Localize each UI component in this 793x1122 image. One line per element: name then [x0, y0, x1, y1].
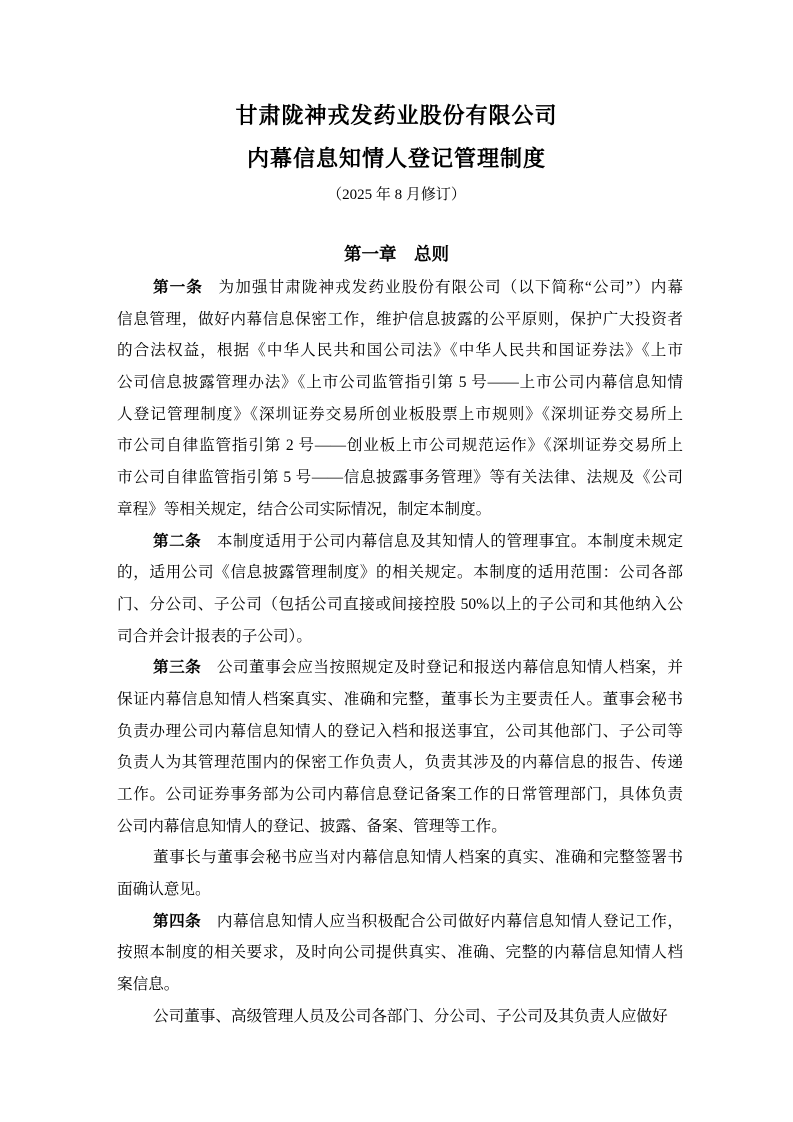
paragraph-6 — [117, 1001, 683, 1033]
text-line: 按照本制度的相关要求，及时向公司提供真实、准确、完整的内幕信息知情人档 — [117, 944, 683, 962]
text-line: 的合法权益，根据《中华人民共和国公司法》《中华人民共和国证券法》《上市 — [117, 342, 683, 360]
text-line: 司合并会计报表的子公司）。 — [117, 627, 312, 645]
revision-note: （2025 年 8 月修订） — [327, 187, 466, 203]
text-line: 负责人为其管理范围内的保密工作负责人，负责其涉及的内幕信息的报告、传递 — [117, 754, 683, 772]
document-title-company: 甘肃陇神戎发药业股份有限公司 — [235, 103, 558, 128]
paragraph-4 — [117, 842, 683, 905]
text-line: 工作。公司证券事务部为公司内幕信息登记备案工作的日常管理部门，具体负责 — [117, 786, 683, 803]
paragraph-1 — [117, 272, 683, 526]
article-number: 第三条 — [153, 659, 202, 677]
article-number: 第一条 — [153, 279, 203, 296]
article-number: 第四条 — [153, 912, 202, 930]
paragraph-5 — [117, 906, 683, 1001]
text-line: 第二条 本制度适用于公司内幕信息及其知情人的管理事宜。本制度未规定 — [153, 532, 683, 550]
text-line: 董事长与董事会秘书应当对内幕信息知情人档案的真实、准确和完整签署书 — [153, 849, 683, 867]
text-line: 市公司自律监管指引第 2 号——创业板上市公司规范运作》《深圳证券交易所上 — [117, 437, 683, 455]
text-line: 的，适用公司《信息披露管理制度》的相关规定。本制度的适用范围：公司各部 — [117, 564, 683, 582]
text-line: 人登记管理制度》《深圳证券交易所创业板股票上市规则》《深圳证券交易所上 — [117, 405, 683, 423]
text-line: 公司董事、高级管理人员及公司各部门、分公司、子公司及其负责人应做好 — [153, 1007, 668, 1025]
document-body — [117, 272, 683, 1033]
text-line: 公司内幕信息知情人的登记、披露、备案、管理等工作。 — [117, 817, 507, 835]
text-line: 案信息。 — [117, 976, 180, 994]
text-line: 第四条 内幕信息知情人应当积极配合公司做好内幕信息知情人登记工作， — [153, 912, 683, 930]
paragraph-3 — [117, 652, 683, 842]
text-line: 公司信息披露管理办法》《上市公司监管指引第 5 号——上市公司内幕信息知情 — [117, 374, 683, 392]
text-line: 负责办理公司内幕信息知情人的登记入档和报送事宜，公司其他部门、子公司等 — [117, 722, 683, 740]
text-line: 第一条 为加强甘肃陇神戎发药业股份有限公司（以下简称“公司”）内幕 — [153, 279, 683, 296]
paragraph-2 — [117, 526, 683, 653]
text-line: 章程》等相关规定，结合公司实际情况，制定本制度。 — [117, 500, 492, 518]
text-line: 门、分公司、子公司（包括公司直接或间接控股 50%以上的子公司和其他纳入公 — [117, 595, 683, 613]
document-title-policy: 内幕信息知情人登记管理制度 — [246, 146, 546, 171]
text-line: 第三条 公司董事会应当按照规定及时登记和报送内幕信息知情人档案，并 — [153, 659, 683, 677]
text-line: 保证内幕信息知情人档案真实、准确和完整，董事长为主要责任人。董事会秘书 — [117, 690, 683, 708]
text-line: 面确认意见。 — [117, 881, 211, 899]
text-line: 信息管理，做好内幕信息保密工作，维护信息披露的公平原则，保护广大投资者 — [117, 310, 683, 328]
chapter-heading: 第一章 总则 — [344, 244, 449, 264]
text-line: 市公司自律监管指引第 5 号——信息披露事务管理》等有关法律、法规及《公司 — [117, 469, 683, 487]
article-number: 第二条 — [153, 532, 202, 550]
